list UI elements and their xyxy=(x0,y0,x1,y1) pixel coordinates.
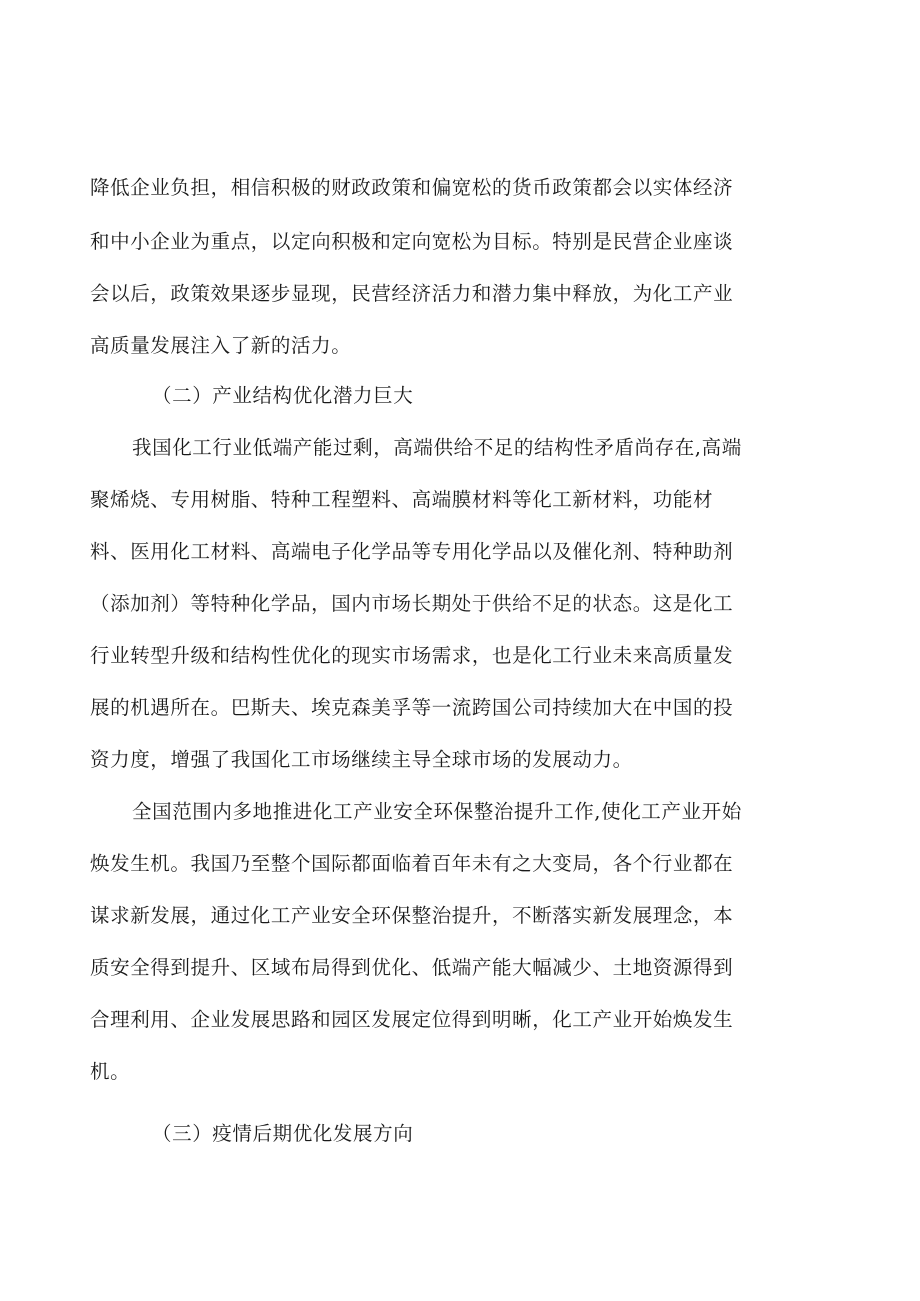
text-line: 和中小企业为重点，以定向积极和定向宽松为目标。特别是民营企业座谈 xyxy=(90,230,734,253)
section-heading-2: （二）产业结构优化潜力巨大 xyxy=(152,384,414,407)
text-line: （添加剂）等特种化学品，国内市场长期处于供给不足的状态。这是化工 xyxy=(90,592,734,615)
text-line: 全国范围内多地推进化工产业安全环保整治提升工作,使化工产业开始 xyxy=(132,800,742,823)
text-line: 我国化工行业低端产能过剩，高端供给不足的结构性矛盾尚存在,高端 xyxy=(132,436,742,459)
text-line: 聚烯烧、专用树脂、特种工程塑料、高端膜材料等化工新材料，功能材 xyxy=(90,488,714,511)
section-heading-3: （三）疫情后期优化发展方向 xyxy=(152,1122,414,1145)
text-line: 焕发生机。我国乃至整个国际都面临着百年未有之大变局，各个行业都在 xyxy=(90,852,734,875)
text-line: 料、医用化工材料、高端电子化学品等专用化学品以及催化剂、特种助剂 xyxy=(90,540,734,563)
text-line: 谋求新发展，通过化工产业安全环保整治提升，不断落实新发展理念，本 xyxy=(90,904,734,927)
text-line: 资力度，增强了我国化工市场继续主导全球市场的发展动力。 xyxy=(90,748,633,771)
text-line: 机。 xyxy=(90,1060,131,1083)
text-line: 展的机遇所在。巴斯夫、埃克森美孚等一流跨国公司持续加大在中国的投 xyxy=(90,696,734,719)
text-line: 质安全得到提升、区域布局得到优化、低端产能大幅减少、土地资源得到 xyxy=(90,956,734,979)
text-line: 降低企业负担，相信积极的财政政策和偏宽松的货币政策都会以实体经济 xyxy=(90,176,734,199)
text-line: 高质量发展注入了新的活力。 xyxy=(90,334,352,357)
text-line: 行业转型升级和结构性优化的现实市场需求，也是化工行业未来高质量发 xyxy=(90,644,734,667)
text-line: 会以后，政策效果逐步显现，民营经济活力和潜力集中释放，为化工产业 xyxy=(90,282,734,305)
text-line: 合理利用、企业发展思路和园区发展定位得到明晰，化工产业开始焕发生 xyxy=(90,1008,734,1031)
